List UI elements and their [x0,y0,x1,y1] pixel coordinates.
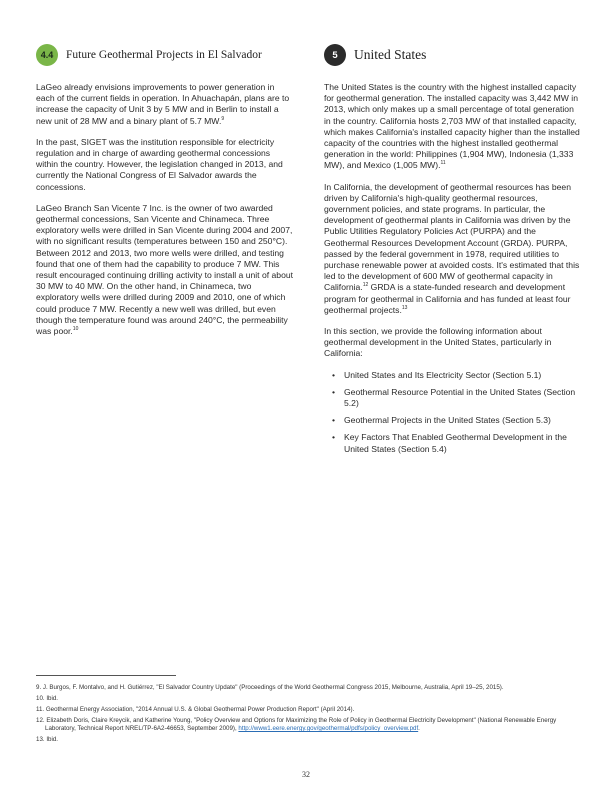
paragraph [324,82,582,172]
list-item[interactable]: • Geothermal Resource Potential in the United States (Section 5.2) [344,387,582,409]
footnote-ref[interactable]: 13 [401,305,408,311]
section-title: United States [354,47,427,62]
paragraph [36,82,294,127]
footnote: 11. Geothermal Energy Association, "2014 Annual U.S. & Global Geothermal Power Production Report" (April 2014). [36,706,355,713]
footnote-text: 12. Elizabeth Doris, Claire Kreycik, and Katherine Young, "Policy Overview and Options for Maximizing the Role of Policy in Geothermal Electricity Development" (National Renewable Energy Laboratory, Technical Report NREL/TP-6A2-46653, September 2009), [36,717,557,732]
section-header-4-4 [36,44,294,66]
paragraph-text: LaGeo already envisions improvements to power generation in each of the current fields in operation. In Ahuachapán, plans are to increase the capacity of Unit 3 by 5 MW and in Berlin to install a new unit of 28 MW and a binary plant of 5.7 MW. [36,82,290,126]
footnote-ref[interactable]: 11 [440,160,446,167]
paragraph-text: LaGeo Branch San Vicente 7 Inc. is the owner of two awarded geothermal concessions, San Vicente and Chinameca. Three exploratory wells were drilled in San Vicente during 2004 and 2007, with no significant results (temperatures between 150 and 250°C). Between 2012 and 2013, two more wells were drilled, and testing found that one of them had the capability to produce 7 MW. This result encouraged continuing drilling activity to install a unit of about 30 MW to 40 MW. On the other hand, in Chinameca, two exploratory wells were drilled during 2009 and 2010, one of which could produce 7 MW. Recently a new well was drilled, but even though the temperature found was around 240°C, the permeability was poor. [36,202,294,337]
paragraph-text: In California, the development of geothermal resources has been driven by California's high-quality geothermal resources, government policies, and state programs. In particular, the development of geothermal plants in California was driven by the Public Utilities Regulatory Policies Act (PURPA) and the Geothermal Resources Development Account (GRDA). PURPA, passed by the federal government in 1978, required utilities to purchase renewable power at avoided costs. It's estimated that this led to the development of 600 MW of geothermal capacity in California. [324,181,580,293]
paragraph: In the past, SIGET was the institution responsible for electricity regulation and in charge of awarding geothermal concessions within the country. However, the legislation changed in 2013, and currently the National Congress of El Salvador awards the concessions. [36,136,283,192]
paragraph [36,203,294,337]
list-item[interactable]: • United States and Its Electricity Sector (Section 5.1) [344,370,582,381]
section-number-badge: 4.4 [36,44,58,66]
footnote-divider [36,675,176,676]
footnote: 10. Ibid. [36,695,59,702]
footnote-ref[interactable]: 9 [221,115,225,122]
list-item[interactable]: • Geothermal Projects in the United States (Section 5.3) [344,415,582,426]
footnote-link[interactable]: http://www1.eere.energy.gov/geothermal/pdfs/policy_overview.pdf [238,725,419,732]
list-item[interactable]: • Key Factors That Enabled Geothermal Development in the United States (Section 5.4) [344,432,582,454]
section-header-5 [324,44,582,66]
paragraph: In this section, we provide the following information about geothermal development in the United States, particularly in California: [324,326,552,359]
footnote [36,717,576,733]
section-list [324,370,582,455]
paragraph [324,182,582,316]
footnote: 13. Ibid. [36,736,59,743]
section-number-badge: 5 [324,44,346,66]
section-title: Future Geothermal Projects in El Salvador [66,49,262,61]
right-column [324,44,582,461]
footnotes [36,684,576,747]
paragraph-text: The United States is the country with the highest installed capacity for geothermal generation. The installed capacity was 3,442 MW in 2013, which only makes up a small percentage of total generation in the country. California hosts 2,703 MW of that installed capacity, which makes California's installed capacity higher than the installed capacity of the countries with the highest installed geothermal generation in the world: Philippines (1,904 MW), Indonesia (1,333 MW), and Mexico (1,005 MW). [324,82,580,171]
footnote-ref[interactable]: 10 [72,326,79,333]
footnote-text: . [418,725,420,732]
footnote-ref[interactable]: 12 [362,282,369,289]
left-column [36,44,294,347]
paragraph-text: GRDA is a state-funded research and development program for geothermal in California and has funded at least four geothermal projects. [324,282,571,315]
page-number: 32 [302,770,310,779]
footnote: 9. J. Burgos, F. Montalvo, and H. Gutiérrez, "El Salvador Country Update" (Proceedings of the World Geothermal Congress 2015, Melbourne, Australia, April 19–25, 2015). [36,684,504,691]
